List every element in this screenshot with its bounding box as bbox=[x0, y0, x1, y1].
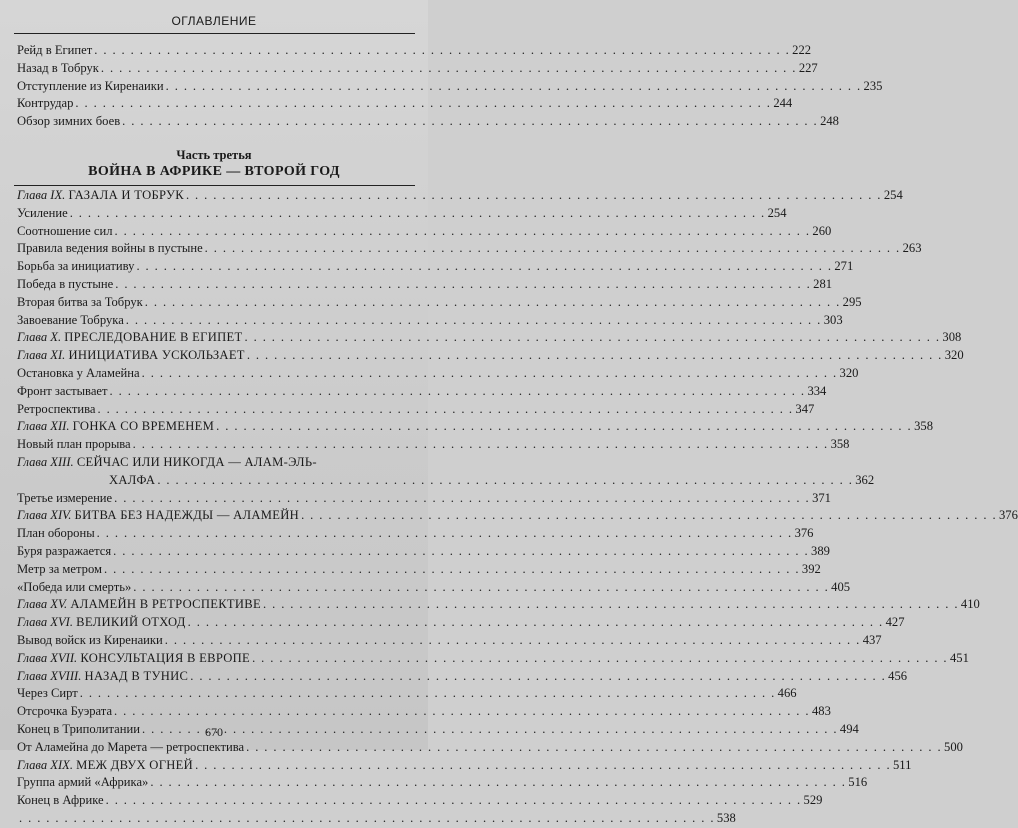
part-title: ВОЙНА В АФРИКЕ — ВТОРОЙ ГОД bbox=[88, 164, 340, 179]
section-title: Рейд в Египет bbox=[17, 43, 93, 57]
toc-page-number: 222 bbox=[792, 43, 812, 57]
dot-leader bbox=[115, 276, 811, 294]
part-rule bbox=[14, 185, 415, 186]
toc-entry-title bbox=[17, 543, 111, 561]
toc-entry-title bbox=[17, 650, 250, 668]
toc-page-number: 456 bbox=[888, 668, 908, 683]
toc-entry-title bbox=[17, 401, 95, 419]
toc-entry-title bbox=[17, 739, 244, 757]
dot-leader bbox=[106, 792, 802, 810]
toc-page-number: 271 bbox=[834, 259, 854, 274]
dot-leader bbox=[122, 113, 818, 131]
toc-page-number: 347 bbox=[795, 401, 815, 416]
dot-leader bbox=[166, 78, 862, 96]
toc-entry-title bbox=[17, 276, 113, 294]
chapter-label: Глава XVI. bbox=[17, 615, 73, 630]
dot-leader bbox=[80, 685, 776, 703]
toc-entry-title bbox=[17, 258, 134, 276]
section-title: Третье измерение bbox=[17, 490, 113, 505]
toc-page-number: 483 bbox=[811, 704, 831, 719]
dot-leader bbox=[115, 223, 811, 241]
dot-leader bbox=[188, 614, 884, 632]
toc-entry-title bbox=[17, 579, 131, 597]
toc-entry-title bbox=[17, 418, 214, 436]
section-title: Конец в Триполитании bbox=[17, 721, 140, 736]
dot-leader bbox=[75, 95, 771, 113]
section-title: Группа армий «Африка» bbox=[17, 775, 149, 790]
toc-page-number: 263 bbox=[902, 241, 922, 256]
toc-entry-title bbox=[17, 312, 124, 330]
toc-entry bbox=[17, 78, 883, 96]
dot-leader bbox=[113, 543, 809, 561]
dot-leader bbox=[142, 365, 838, 383]
section-title: Контрудар bbox=[17, 96, 74, 111]
toc-entry-title bbox=[17, 632, 163, 650]
header-rule bbox=[14, 33, 415, 34]
dot-leader bbox=[216, 418, 912, 436]
toc-page-number: 303 bbox=[823, 312, 843, 327]
toc-entry-title bbox=[17, 329, 243, 347]
toc-entry bbox=[17, 223, 832, 241]
toc-entry bbox=[17, 329, 962, 347]
toc-entry bbox=[17, 668, 908, 686]
toc-entry-title bbox=[17, 525, 95, 543]
toc-entry bbox=[17, 258, 854, 276]
toc-entry-title bbox=[17, 365, 140, 383]
toc-page-number: 254 bbox=[767, 205, 787, 220]
toc-page-number: 511 bbox=[893, 757, 912, 772]
section-title: Соотношение сил bbox=[17, 223, 113, 238]
section-title: Фронт застывает bbox=[17, 383, 108, 398]
section-title: Метр за метром bbox=[17, 561, 102, 576]
toc-page-number: 516 bbox=[848, 775, 868, 790]
section-title: От Аламейна до Марета — ретроспектива bbox=[17, 739, 245, 754]
toc-entry-title bbox=[17, 472, 155, 490]
toc-entry-title bbox=[17, 454, 317, 472]
dot-leader bbox=[252, 650, 948, 668]
dot-leader bbox=[126, 312, 822, 330]
toc-page-number: 494 bbox=[839, 721, 859, 736]
toc-entry-title bbox=[17, 685, 78, 703]
section-title: ХАЛФА bbox=[109, 472, 156, 487]
toc-page-number: 260 bbox=[812, 223, 832, 238]
chapter-title: НАЗАД В ТУНИС bbox=[84, 668, 189, 683]
toc-entry bbox=[17, 113, 839, 131]
section-title: Остановка у Аламейна bbox=[17, 365, 140, 380]
section-title: Правила ведения войны в пустыне bbox=[17, 241, 203, 256]
toc-entry bbox=[17, 739, 963, 757]
chapter-title: МЕЖ ДВУХ ОГНЕЙ bbox=[76, 757, 194, 772]
chapter-title: ГОНКА СО ВРЕМЕНЕМ bbox=[72, 419, 215, 434]
toc-entry-title bbox=[17, 294, 143, 312]
section-title: Усиление bbox=[17, 205, 68, 220]
toc-entry bbox=[17, 774, 868, 792]
toc-entry bbox=[17, 95, 793, 113]
dot-leader bbox=[114, 703, 810, 721]
toc-entry bbox=[17, 579, 851, 597]
section-title: Отсрочка Буэрата bbox=[17, 704, 113, 719]
dot-leader bbox=[101, 60, 797, 78]
section-title: Победа в пустыне bbox=[17, 276, 114, 291]
toc-entry-title bbox=[17, 596, 261, 614]
toc-entry bbox=[17, 792, 823, 810]
section-title: Через Сирт bbox=[17, 686, 78, 701]
dot-leader bbox=[110, 383, 806, 401]
section-title: Вывод войск из Киренаики bbox=[17, 632, 163, 647]
dot-leader bbox=[157, 472, 853, 490]
dot-leader bbox=[301, 507, 997, 525]
toc-top-list bbox=[17, 42, 883, 131]
dot-leader bbox=[150, 774, 846, 792]
dot-leader bbox=[97, 525, 793, 543]
toc-entry bbox=[17, 810, 736, 828]
toc-entry-title bbox=[17, 78, 164, 96]
toc-entry bbox=[17, 703, 831, 721]
toc-page-number: 389 bbox=[811, 543, 830, 558]
dot-leader bbox=[246, 739, 942, 757]
section-title: Вторая битва за Тобрук bbox=[17, 294, 143, 309]
toc-page-number: 320 bbox=[944, 348, 964, 363]
toc-entry bbox=[17, 418, 933, 436]
chapter-label: Глава XVII. bbox=[17, 650, 78, 665]
toc-entry bbox=[17, 596, 980, 614]
toc-entry-title bbox=[17, 187, 184, 205]
section-title: Ретроспектива bbox=[17, 401, 96, 416]
toc-page-number: 529 bbox=[803, 793, 823, 808]
toc-page-number: 235 bbox=[863, 78, 883, 93]
toc-entry bbox=[17, 650, 969, 668]
chapter-label: Глава XIX. bbox=[17, 757, 73, 772]
section-title: Обзор зимних боев bbox=[17, 114, 121, 129]
chapter-title: БИТВА БЕЗ НАДЕЖДЫ — АЛАМЕЙН bbox=[74, 508, 300, 523]
toc-page-number: 227 bbox=[798, 60, 818, 75]
toc-page-number: 371 bbox=[812, 490, 831, 505]
chapter-label: Глава IX. bbox=[17, 188, 66, 202]
toc-page-number: 281 bbox=[813, 276, 833, 291]
toc-entry bbox=[17, 490, 831, 508]
toc-entry-title bbox=[17, 507, 299, 525]
toc-entry bbox=[17, 614, 905, 632]
toc-page-number: 320 bbox=[839, 365, 859, 380]
toc-entry bbox=[17, 365, 859, 383]
toc-page-number: 254 bbox=[883, 188, 903, 202]
toc-page-number: 248 bbox=[820, 114, 839, 129]
section-title: План обороны bbox=[17, 526, 95, 541]
toc-page-number: 334 bbox=[807, 383, 827, 398]
toc-page-number: 437 bbox=[862, 632, 882, 647]
chapter-title: ПРЕСЛЕДОВАНИЕ В ЕГИПЕТ bbox=[64, 330, 243, 345]
running-header: ОГЛАВЛЕНИЕ bbox=[171, 14, 257, 28]
toc-page-number: 308 bbox=[942, 330, 962, 345]
section-title: Новый план прорыва bbox=[17, 437, 131, 452]
toc-entry-title bbox=[17, 223, 113, 241]
chapter-title: ГАЗАЛА И ТОБРУК bbox=[68, 188, 184, 202]
toc-entry-title bbox=[17, 60, 99, 78]
page-number: 670 bbox=[205, 725, 223, 739]
dot-leader bbox=[165, 632, 861, 650]
toc-page-number: 451 bbox=[949, 650, 969, 665]
toc-entry bbox=[17, 205, 787, 223]
toc-entry-title bbox=[17, 42, 92, 60]
toc-page-number: 405 bbox=[831, 579, 851, 594]
section-title: Назад в Тобрук bbox=[17, 60, 99, 75]
dot-leader bbox=[245, 329, 941, 347]
toc-entry-title bbox=[17, 668, 188, 686]
toc-page-number: 244 bbox=[773, 96, 793, 111]
toc-entry-title bbox=[17, 614, 186, 632]
toc-entry-title bbox=[17, 113, 120, 131]
section-title: «Победа или смерть» bbox=[17, 579, 132, 594]
chapter-label: Глава XV. bbox=[17, 597, 68, 612]
chapter-label: Глава XI. bbox=[17, 348, 66, 363]
chapter-label: Глава XVIII. bbox=[17, 668, 82, 683]
dot-leader bbox=[133, 579, 829, 597]
toc-entry bbox=[17, 276, 833, 294]
toc-entry-title bbox=[17, 383, 108, 401]
toc-page-number: 392 bbox=[801, 561, 821, 576]
dot-leader bbox=[205, 240, 901, 258]
toc-entry-title bbox=[17, 95, 73, 113]
section-title: Буря разражается bbox=[17, 543, 112, 558]
dot-leader bbox=[195, 757, 891, 775]
dot-leader bbox=[145, 294, 841, 312]
toc-entry bbox=[17, 757, 912, 775]
section-title: Завоевание Тобрука bbox=[17, 312, 124, 327]
toc-entry-title bbox=[17, 490, 112, 508]
toc-page-number: 376 bbox=[999, 508, 1018, 523]
toc-entry bbox=[17, 454, 414, 472]
toc-entry bbox=[17, 685, 797, 703]
dot-leader bbox=[247, 347, 943, 365]
toc-entry bbox=[17, 561, 821, 579]
section-title: Конец в Африке bbox=[17, 793, 104, 808]
dot-leader bbox=[97, 401, 793, 419]
dot-leader bbox=[136, 258, 832, 276]
section-title: Борьба за инициативу bbox=[17, 259, 135, 274]
toc-entry-title bbox=[17, 703, 112, 721]
toc-page-number: 362 bbox=[855, 472, 875, 487]
toc-page-number: 427 bbox=[885, 615, 905, 630]
chapter-label: Глава XIV. bbox=[17, 508, 72, 523]
toc-page-number: 376 bbox=[794, 526, 814, 541]
chapter-title: ИНИЦИАТИВА УСКОЛЬЗАЕТ bbox=[68, 348, 245, 363]
toc-entry bbox=[17, 187, 903, 205]
toc-entry bbox=[17, 543, 830, 561]
dot-leader bbox=[263, 596, 959, 614]
toc-entry-title bbox=[17, 792, 104, 810]
dot-leader bbox=[114, 490, 810, 508]
toc-entry bbox=[17, 60, 818, 78]
toc-entry bbox=[17, 294, 862, 312]
toc-entry bbox=[17, 436, 850, 454]
toc-page-number: 358 bbox=[830, 437, 850, 452]
dot-leader bbox=[133, 436, 829, 454]
toc-page-number: 410 bbox=[960, 597, 980, 612]
toc-entry-title bbox=[17, 561, 102, 579]
chapter-label: Глава X. bbox=[17, 330, 62, 345]
toc-page-number: 358 bbox=[914, 419, 933, 434]
dot-leader bbox=[186, 187, 882, 205]
toc-entry bbox=[17, 383, 827, 401]
chapter-label: Глава XIII. bbox=[17, 454, 74, 469]
toc-entry bbox=[17, 525, 814, 543]
chapter-title: КОНСУЛЬТАЦИЯ В ЕВРОПЕ bbox=[80, 650, 251, 665]
toc-entry-title bbox=[17, 436, 131, 454]
toc-entry-title bbox=[17, 205, 68, 223]
toc-entry-title bbox=[17, 240, 203, 258]
dot-leader bbox=[104, 561, 800, 579]
chapter-title: АЛАМЕЙН В РЕТРОСПЕКТИВЕ bbox=[70, 597, 261, 612]
toc-entry bbox=[17, 632, 882, 650]
toc-entry bbox=[17, 347, 964, 365]
toc-page-number: 500 bbox=[944, 739, 963, 754]
toc-entry bbox=[17, 240, 922, 258]
chapter-title: СЕЙЧАС ИЛИ НИКОГДА — АЛАМ-ЭЛЬ- bbox=[76, 454, 317, 469]
toc-entry bbox=[17, 312, 843, 330]
chapter-label: Глава XII. bbox=[17, 419, 70, 434]
dot-leader bbox=[19, 810, 715, 828]
part-label: Часть третья bbox=[176, 148, 252, 162]
toc-page-number: 538 bbox=[716, 810, 736, 825]
section-title: Отступление из Киренаики bbox=[17, 78, 164, 93]
toc-entry bbox=[17, 42, 812, 60]
toc-entry-title bbox=[17, 757, 193, 775]
toc-page-number: 466 bbox=[777, 686, 797, 701]
toc-entry bbox=[17, 472, 875, 490]
toc-entry-title bbox=[17, 774, 148, 792]
chapter-title: ВЕЛИКИЙ ОТХОД bbox=[76, 615, 186, 630]
dot-leader bbox=[190, 668, 886, 686]
toc-page-number: 295 bbox=[842, 294, 862, 309]
dot-leader bbox=[70, 205, 766, 223]
toc-entry-title bbox=[17, 347, 245, 365]
dot-leader bbox=[94, 42, 790, 60]
toc-entry bbox=[17, 507, 1018, 525]
toc-entry bbox=[17, 401, 815, 419]
